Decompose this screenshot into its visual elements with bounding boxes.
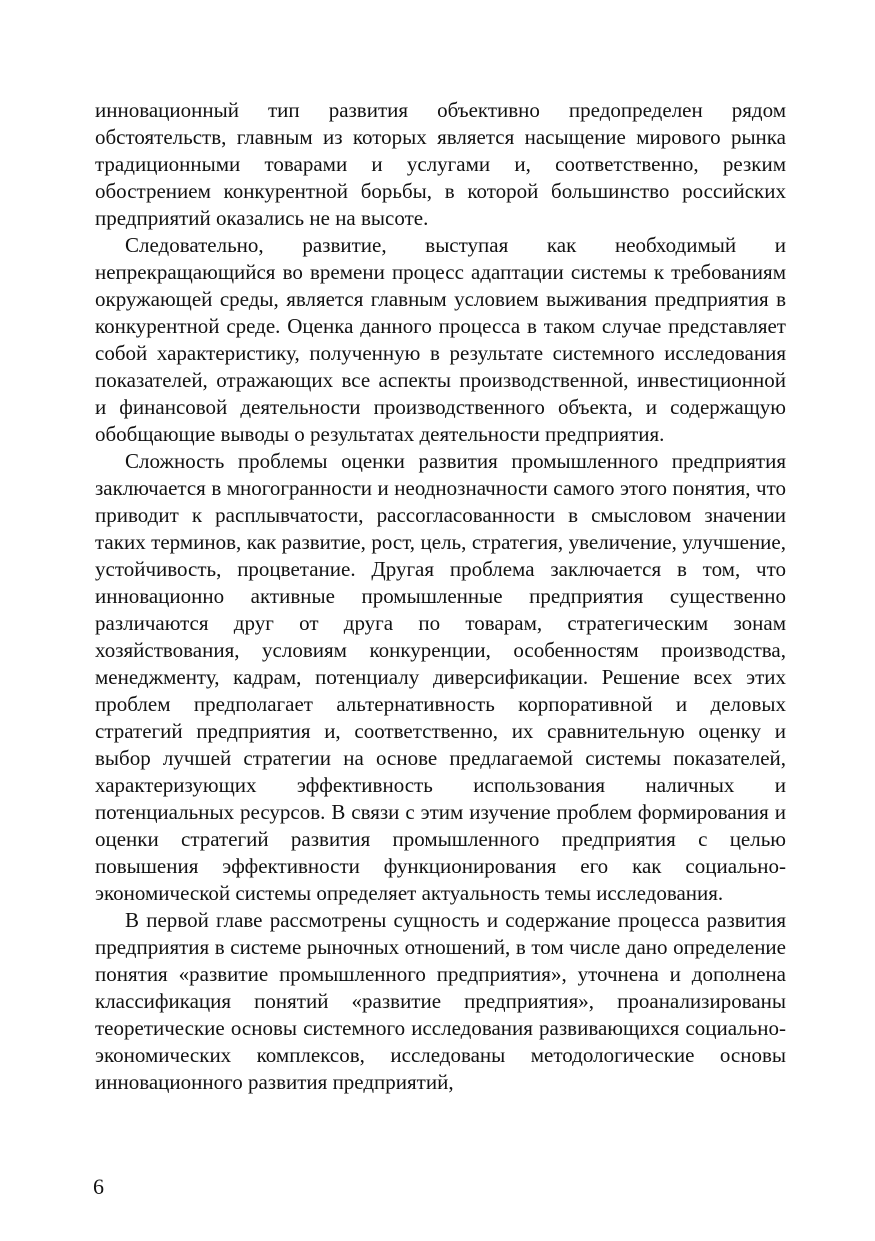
paragraph: В первой главе рассмотрены сущность и содержание процесса развития предприятия в системе рыночных отношений, в том числе дано определение понятия «развитие промышленного предприятия», уточнена и дополнена классификация понятий «развитие предприятия», проанализированы теоретические основы системного исследования развивающихся социально-экономических комплексов, исследованы методологические основы инновационного развития предприятий, [95,908,786,1094]
paragraph: Следовательно, развитие, выступая как необходимый и непрекращающийся во времени процесс адаптации системы к требованиям окружающей среды, является главным условием выживания предприятия в конкурентной среде. Оценка данного процесса в таком случае представляет собой характеристику, полученную в результате системного исследования показателей, отражающих все аспекты производственной, инвестиционной и финансовой деятельности производственного объекта, и содержащую обобщающие выводы о результатах деятельности предприятия. [95,233,786,446]
page-number: 6 [93,1174,104,1199]
paragraph: Сложность проблемы оценки развития промышленного предприятия заключается в многогранности и неоднозначности самого этого понятия, что приводит к расплывчатости, рассогласованности в смысловом значении таких терминов, как развитие, рост, цель, стратегия, увеличение, улучшение, устойчивость, процветание. Другая проблема заключается в том, что инновационно активные промышленные предприятия существенно различаются друг от друга по товарам, стратегическим зонам хозяйствования, условиям конкуренции, особенностям производства, менеджменту, кадрам, потенциалу диверсификации. Решение всех этих проблем предполагает альтернативность корпоративной и деловых стратегий предприятия и, соответственно, их сравнительную оценку и выбор лучшей стратегии на основе предлагаемой системы показателей, характеризующих эффективность использования наличных и потенциальных ресурсов. В связи с этим изучение проблем формирования и оценки стратегий развития промышленного предприятия с целью повышения эффективности функционирования его как социально-экономической системы определяет актуальность темы исследования. [95,449,786,905]
body-text [95,97,786,1096]
paragraph-continuation: инновационный тип развития объективно предопределен рядом обстоятельств, главным из которых является насыщение мирового рынка традиционными товарами и услугами и, соответственно, резким обострением конкурентной борьбы, в которой большинство российских предприятий оказались не на высоте. [95,98,786,230]
